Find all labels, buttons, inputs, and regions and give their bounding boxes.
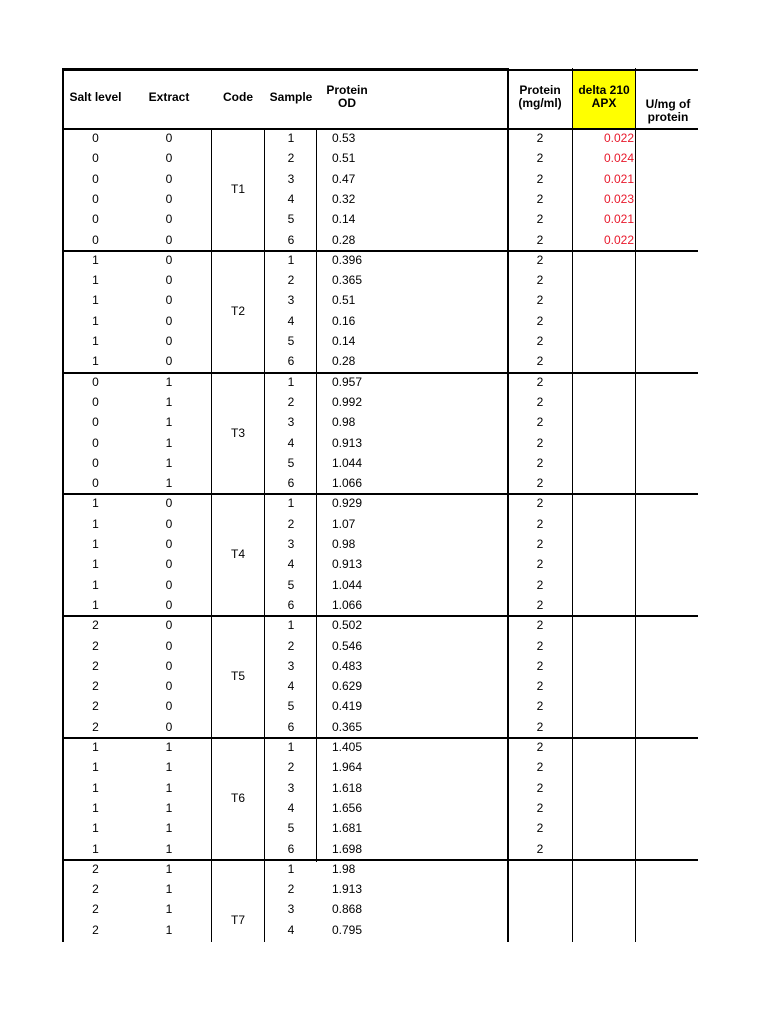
cell-delta: [573, 412, 634, 432]
cell-salt: 1: [92, 760, 99, 774]
cell-od: 1.07: [332, 517, 356, 531]
header-top-border-right: [508, 69, 698, 71]
cell-od: 0.913: [332, 436, 363, 450]
cell-sample: 3: [287, 415, 295, 429]
cell-mgml: 2: [536, 517, 544, 531]
cell-extract: 1: [165, 821, 173, 835]
cell-od: 0.14: [332, 212, 356, 226]
cell-sample: 3: [287, 172, 295, 186]
cell-od: 0.913: [332, 557, 363, 571]
cell-od: 0.16: [332, 314, 356, 328]
code-label: T2: [230, 304, 245, 318]
cell-mgml: [508, 879, 572, 899]
cell-extract: 1: [165, 476, 173, 490]
code-label: T3: [230, 426, 245, 440]
header-delta-line1: delta 210: [578, 83, 630, 97]
cell-mgml: 2: [536, 151, 544, 165]
cell-extract: 0: [165, 517, 173, 531]
cell-delta: 0.022: [603, 131, 634, 145]
cell-sample: 4: [287, 801, 295, 815]
group-separator: [62, 250, 698, 252]
header-code: Code: [223, 90, 253, 104]
cell-od: 0.28: [332, 233, 356, 247]
cell-salt: 2: [92, 699, 99, 713]
cell-delta: [573, 250, 634, 270]
cell-od: 0.929: [332, 496, 363, 510]
cell-sample: 4: [287, 192, 295, 206]
group-separator: [62, 859, 698, 861]
cell-mgml: 2: [536, 415, 544, 429]
cell-salt: 1: [92, 334, 99, 348]
header-salt-level: Salt level: [69, 90, 122, 104]
cell-sample: 5: [287, 578, 295, 592]
cell-extract: 1: [165, 395, 173, 409]
cell-sample: 6: [287, 476, 295, 490]
cell-sample: 1: [287, 375, 295, 389]
cell-sample: 4: [287, 436, 295, 450]
cell-salt: 0: [92, 436, 99, 450]
cell-extract: 1: [165, 760, 173, 774]
cell-salt: 0: [92, 375, 99, 389]
cell-delta: [573, 514, 634, 534]
cell-mgml: 2: [536, 253, 544, 267]
cell-salt: 1: [92, 537, 99, 551]
cell-od: 0.483: [332, 659, 363, 673]
cell-delta: [573, 493, 634, 513]
cell-mgml: 2: [536, 639, 544, 653]
cell-salt: 1: [92, 273, 99, 287]
od-right-border: [507, 68, 509, 942]
cell-od: 0.98: [332, 537, 356, 551]
cell-mgml: 2: [536, 578, 544, 592]
cell-delta: [573, 433, 634, 453]
cell-mgml: 2: [536, 781, 544, 795]
cell-od: 1.656: [332, 801, 363, 815]
cell-od: 0.47: [332, 172, 356, 186]
code-label: T1: [230, 182, 245, 196]
cell-sample: 4: [287, 557, 295, 571]
cell-od: 0.365: [332, 273, 363, 287]
cell-delta: [573, 473, 634, 493]
cell-salt: 0: [92, 151, 99, 165]
cell-sample: 2: [287, 151, 295, 165]
header-umg-line1: U/mg of: [645, 97, 691, 111]
cell-sample: 2: [287, 639, 295, 653]
cell-mgml: 2: [536, 842, 544, 856]
cell-delta: [573, 392, 634, 412]
cell-salt: 2: [92, 923, 99, 937]
cell-sample: 2: [287, 882, 295, 896]
cell-mgml: [508, 920, 572, 940]
cell-od: 0.396: [332, 253, 363, 267]
cell-extract: 0: [165, 537, 173, 551]
cell-mgml: 2: [536, 273, 544, 287]
cell-delta: [573, 879, 634, 899]
delta-right-border: [635, 68, 636, 942]
cell-extract: 1: [165, 923, 173, 937]
cell-mgml: 2: [536, 293, 544, 307]
code-label: T4: [230, 547, 245, 561]
cell-delta: [573, 839, 634, 859]
cell-salt: 1: [92, 740, 99, 754]
cell-delta: [573, 595, 634, 615]
cell-extract: 1: [165, 456, 173, 470]
cell-salt: 0: [92, 192, 99, 206]
cell-delta: [573, 290, 634, 310]
cell-extract: 1: [165, 801, 173, 815]
cell-mgml: 2: [536, 618, 544, 632]
cell-sample: 6: [287, 233, 295, 247]
cell-sample: 2: [287, 273, 295, 287]
cell-mgml: 2: [536, 314, 544, 328]
cell-mgml: [508, 859, 572, 879]
cell-mgml: 2: [536, 720, 544, 734]
header-bottom-border: [62, 128, 698, 130]
cell-sample: 3: [287, 781, 295, 795]
cell-od: 1.044: [332, 578, 363, 592]
cell-salt: 2: [92, 882, 99, 896]
cell-salt: 0: [92, 395, 99, 409]
cell-mgml: 2: [536, 131, 544, 145]
cell-salt: 2: [92, 862, 99, 876]
cell-salt: 2: [92, 618, 99, 632]
cell-salt: 0: [92, 233, 99, 247]
cell-extract: 1: [165, 375, 173, 389]
cell-mgml: 2: [536, 496, 544, 510]
cell-extract: 0: [165, 618, 173, 632]
cell-sample: 4: [287, 923, 295, 937]
cell-salt: 0: [92, 476, 99, 490]
cell-salt: 1: [92, 842, 99, 856]
cell-od: 0.28: [332, 354, 356, 368]
cell-od: 0.992: [332, 395, 363, 409]
cell-mgml: 2: [536, 598, 544, 612]
cell-sample: 1: [287, 740, 295, 754]
cell-salt: 1: [92, 496, 99, 510]
cell-delta: 0.022: [603, 233, 634, 247]
cell-salt: 1: [92, 557, 99, 571]
group-separator: [62, 372, 698, 374]
sample-right-border: [316, 128, 317, 862]
cell-extract: 0: [165, 699, 173, 713]
header-u-mg-protein: [637, 98, 699, 124]
cell-salt: 1: [92, 598, 99, 612]
cell-delta: [573, 575, 634, 595]
cell-delta: [573, 778, 634, 798]
group-separator: [62, 493, 698, 495]
cell-salt: 0: [92, 212, 99, 226]
cell-delta: [573, 615, 634, 635]
cell-extract: 0: [165, 679, 173, 693]
cell-delta: [573, 798, 634, 818]
cell-delta: [573, 656, 634, 676]
cell-extract: 0: [165, 639, 173, 653]
cell-od: 1.044: [332, 456, 363, 470]
cell-od: 0.419: [332, 699, 363, 713]
cell-sample: 2: [287, 760, 295, 774]
cell-extract: 0: [165, 314, 173, 328]
cell-mgml: 2: [536, 233, 544, 247]
cell-delta: [573, 331, 634, 351]
cell-delta: [573, 818, 634, 838]
cell-sample: 4: [287, 314, 295, 328]
cell-salt: 1: [92, 578, 99, 592]
cell-sample: 6: [287, 720, 295, 734]
cell-mgml: 2: [536, 679, 544, 693]
cell-delta: [573, 311, 634, 331]
header-sample: Sample: [269, 90, 313, 104]
cell-mgml: 2: [536, 334, 544, 348]
cell-od: 1.618: [332, 781, 363, 795]
left-border: [62, 68, 64, 942]
cell-salt: 2: [92, 902, 99, 916]
cell-sample: 5: [287, 699, 295, 713]
cell-delta: [573, 717, 634, 737]
cell-extract: 1: [165, 436, 173, 450]
cell-sample: 3: [287, 537, 295, 551]
cell-delta: [573, 676, 634, 696]
cell-od: 1.681: [332, 821, 363, 835]
header-top-border: [62, 68, 508, 71]
cell-extract: 0: [165, 334, 173, 348]
cell-od: 0.502: [332, 618, 363, 632]
cell-mgml: 2: [536, 740, 544, 754]
cell-extract: 0: [165, 172, 173, 186]
cell-salt: 1: [92, 821, 99, 835]
header-protein-mgml: [508, 84, 572, 110]
cell-od: 1.913: [332, 882, 363, 896]
cell-salt: 1: [92, 354, 99, 368]
cell-delta: 0.021: [603, 212, 634, 226]
header-delta-apx: [573, 84, 635, 110]
cell-mgml: 2: [536, 192, 544, 206]
cell-sample: 1: [287, 862, 295, 876]
cell-salt: 1: [92, 293, 99, 307]
cell-mgml: 2: [536, 537, 544, 551]
header-extract: Extract: [148, 90, 190, 104]
cell-extract: 0: [165, 131, 173, 145]
cell-salt: 1: [92, 517, 99, 531]
cell-mgml: 2: [536, 659, 544, 673]
cell-sample: 3: [287, 293, 295, 307]
cell-mgml: 2: [536, 212, 544, 226]
cell-mgml: [508, 899, 572, 919]
cell-delta: [573, 270, 634, 290]
cell-sample: 1: [287, 496, 295, 510]
header-protein-mgml-line2: (mg/ml): [518, 96, 562, 110]
cell-od: 0.957: [332, 375, 363, 389]
cell-delta: [573, 372, 634, 392]
cell-mgml: 2: [536, 375, 544, 389]
cell-sample: 6: [287, 842, 295, 856]
cell-delta: [573, 351, 634, 371]
cell-mgml: 2: [536, 699, 544, 713]
cell-salt: 2: [92, 720, 99, 734]
cell-od: 0.32: [332, 192, 356, 206]
cell-delta: [573, 534, 634, 554]
cell-od: 0.51: [332, 293, 356, 307]
header-protein-od-line1: Protein: [326, 83, 368, 97]
cell-delta: [573, 859, 634, 879]
cell-delta: 0.024: [603, 151, 634, 165]
cell-sample: 3: [287, 902, 295, 916]
cell-extract: 1: [165, 862, 173, 876]
cell-od: 0.365: [332, 720, 363, 734]
cell-mgml: 2: [536, 172, 544, 186]
cell-od: 0.795: [332, 923, 363, 937]
cell-salt: 0: [92, 172, 99, 186]
cell-sample: 3: [287, 659, 295, 673]
cell-sample: 5: [287, 212, 295, 226]
cell-mgml: 2: [536, 557, 544, 571]
cell-salt: 0: [92, 456, 99, 470]
header-protein-od-line2: OD: [338, 96, 356, 110]
cell-sample: 5: [287, 334, 295, 348]
cell-sample: 5: [287, 456, 295, 470]
cell-salt: 2: [92, 679, 99, 693]
cell-extract: 1: [165, 415, 173, 429]
cell-delta: 0.021: [603, 172, 634, 186]
cell-od: 0.868: [332, 902, 363, 916]
group-separator: [62, 615, 698, 617]
cell-mgml: 2: [536, 476, 544, 490]
cell-od: 1.698: [332, 842, 363, 856]
cell-od: 0.53: [332, 131, 356, 145]
cell-extract: 0: [165, 293, 173, 307]
cell-delta: [573, 757, 634, 777]
cell-delta: [573, 737, 634, 757]
cell-salt: 1: [92, 781, 99, 795]
cell-extract: 0: [165, 151, 173, 165]
cell-salt: 0: [92, 415, 99, 429]
cell-extract: 0: [165, 557, 173, 571]
cell-mgml: 2: [536, 760, 544, 774]
cell-extract: 0: [165, 354, 173, 368]
cell-delta: 0.023: [603, 192, 634, 206]
cell-extract: 0: [165, 578, 173, 592]
cell-sample: 2: [287, 395, 295, 409]
cell-sample: 2: [287, 517, 295, 531]
cell-mgml: 2: [536, 436, 544, 450]
cell-od: 0.98: [332, 415, 356, 429]
cell-delta: [573, 920, 634, 940]
cell-delta: [573, 636, 634, 656]
cell-extract: 0: [165, 212, 173, 226]
cell-extract: 1: [165, 740, 173, 754]
cell-extract: 0: [165, 273, 173, 287]
cell-extract: 1: [165, 781, 173, 795]
cell-salt: 2: [92, 659, 99, 673]
cell-extract: 1: [165, 842, 173, 856]
header-protein-mgml-line1: Protein: [519, 83, 561, 97]
header-delta-line2: APX: [591, 96, 617, 110]
code-label: T6: [230, 791, 245, 805]
mgml-right-border: [572, 68, 573, 942]
cell-salt: 1: [92, 253, 99, 267]
cell-extract: 1: [165, 902, 173, 916]
cell-delta: [573, 554, 634, 574]
cell-sample: 1: [287, 131, 295, 145]
cell-extract: 0: [165, 598, 173, 612]
cell-extract: 0: [165, 233, 173, 247]
cell-od: 0.14: [332, 334, 356, 348]
cell-od: 0.51: [332, 151, 356, 165]
cell-mgml: 2: [536, 456, 544, 470]
cell-od: 1.98: [332, 862, 356, 876]
cell-sample: 1: [287, 253, 295, 267]
cell-od: 1.964: [332, 760, 363, 774]
cell-sample: 6: [287, 354, 295, 368]
cell-delta: [573, 453, 634, 473]
cell-od: 1.066: [332, 598, 363, 612]
group-separator: [62, 737, 698, 739]
cell-salt: 1: [92, 801, 99, 815]
cell-extract: 1: [165, 882, 173, 896]
cell-mgml: 2: [536, 354, 544, 368]
cell-od: 1.405: [332, 740, 363, 754]
cell-salt: 0: [92, 131, 99, 145]
header-protein-od: [317, 84, 377, 110]
cell-sample: 1: [287, 618, 295, 632]
cell-sample: 5: [287, 821, 295, 835]
cell-delta: [573, 899, 634, 919]
cell-salt: 2: [92, 639, 99, 653]
cell-od: 0.629: [332, 679, 363, 693]
cell-delta: [573, 696, 634, 716]
cell-od: 1.066: [332, 476, 363, 490]
code-label: T7: [230, 913, 245, 927]
cell-sample: 4: [287, 679, 295, 693]
cell-od: 0.546: [332, 639, 363, 653]
cell-extract: 0: [165, 192, 173, 206]
cell-sample: 6: [287, 598, 295, 612]
cell-salt: 1: [92, 314, 99, 328]
code-label: T5: [230, 669, 245, 683]
header-umg-line2: protein: [647, 110, 689, 124]
cell-extract: 0: [165, 496, 173, 510]
cell-extract: 0: [165, 659, 173, 673]
cell-mgml: 2: [536, 801, 544, 815]
cell-extract: 0: [165, 720, 173, 734]
cell-mgml: 2: [536, 395, 544, 409]
cell-extract: 0: [165, 253, 173, 267]
cell-mgml: 2: [536, 821, 544, 835]
